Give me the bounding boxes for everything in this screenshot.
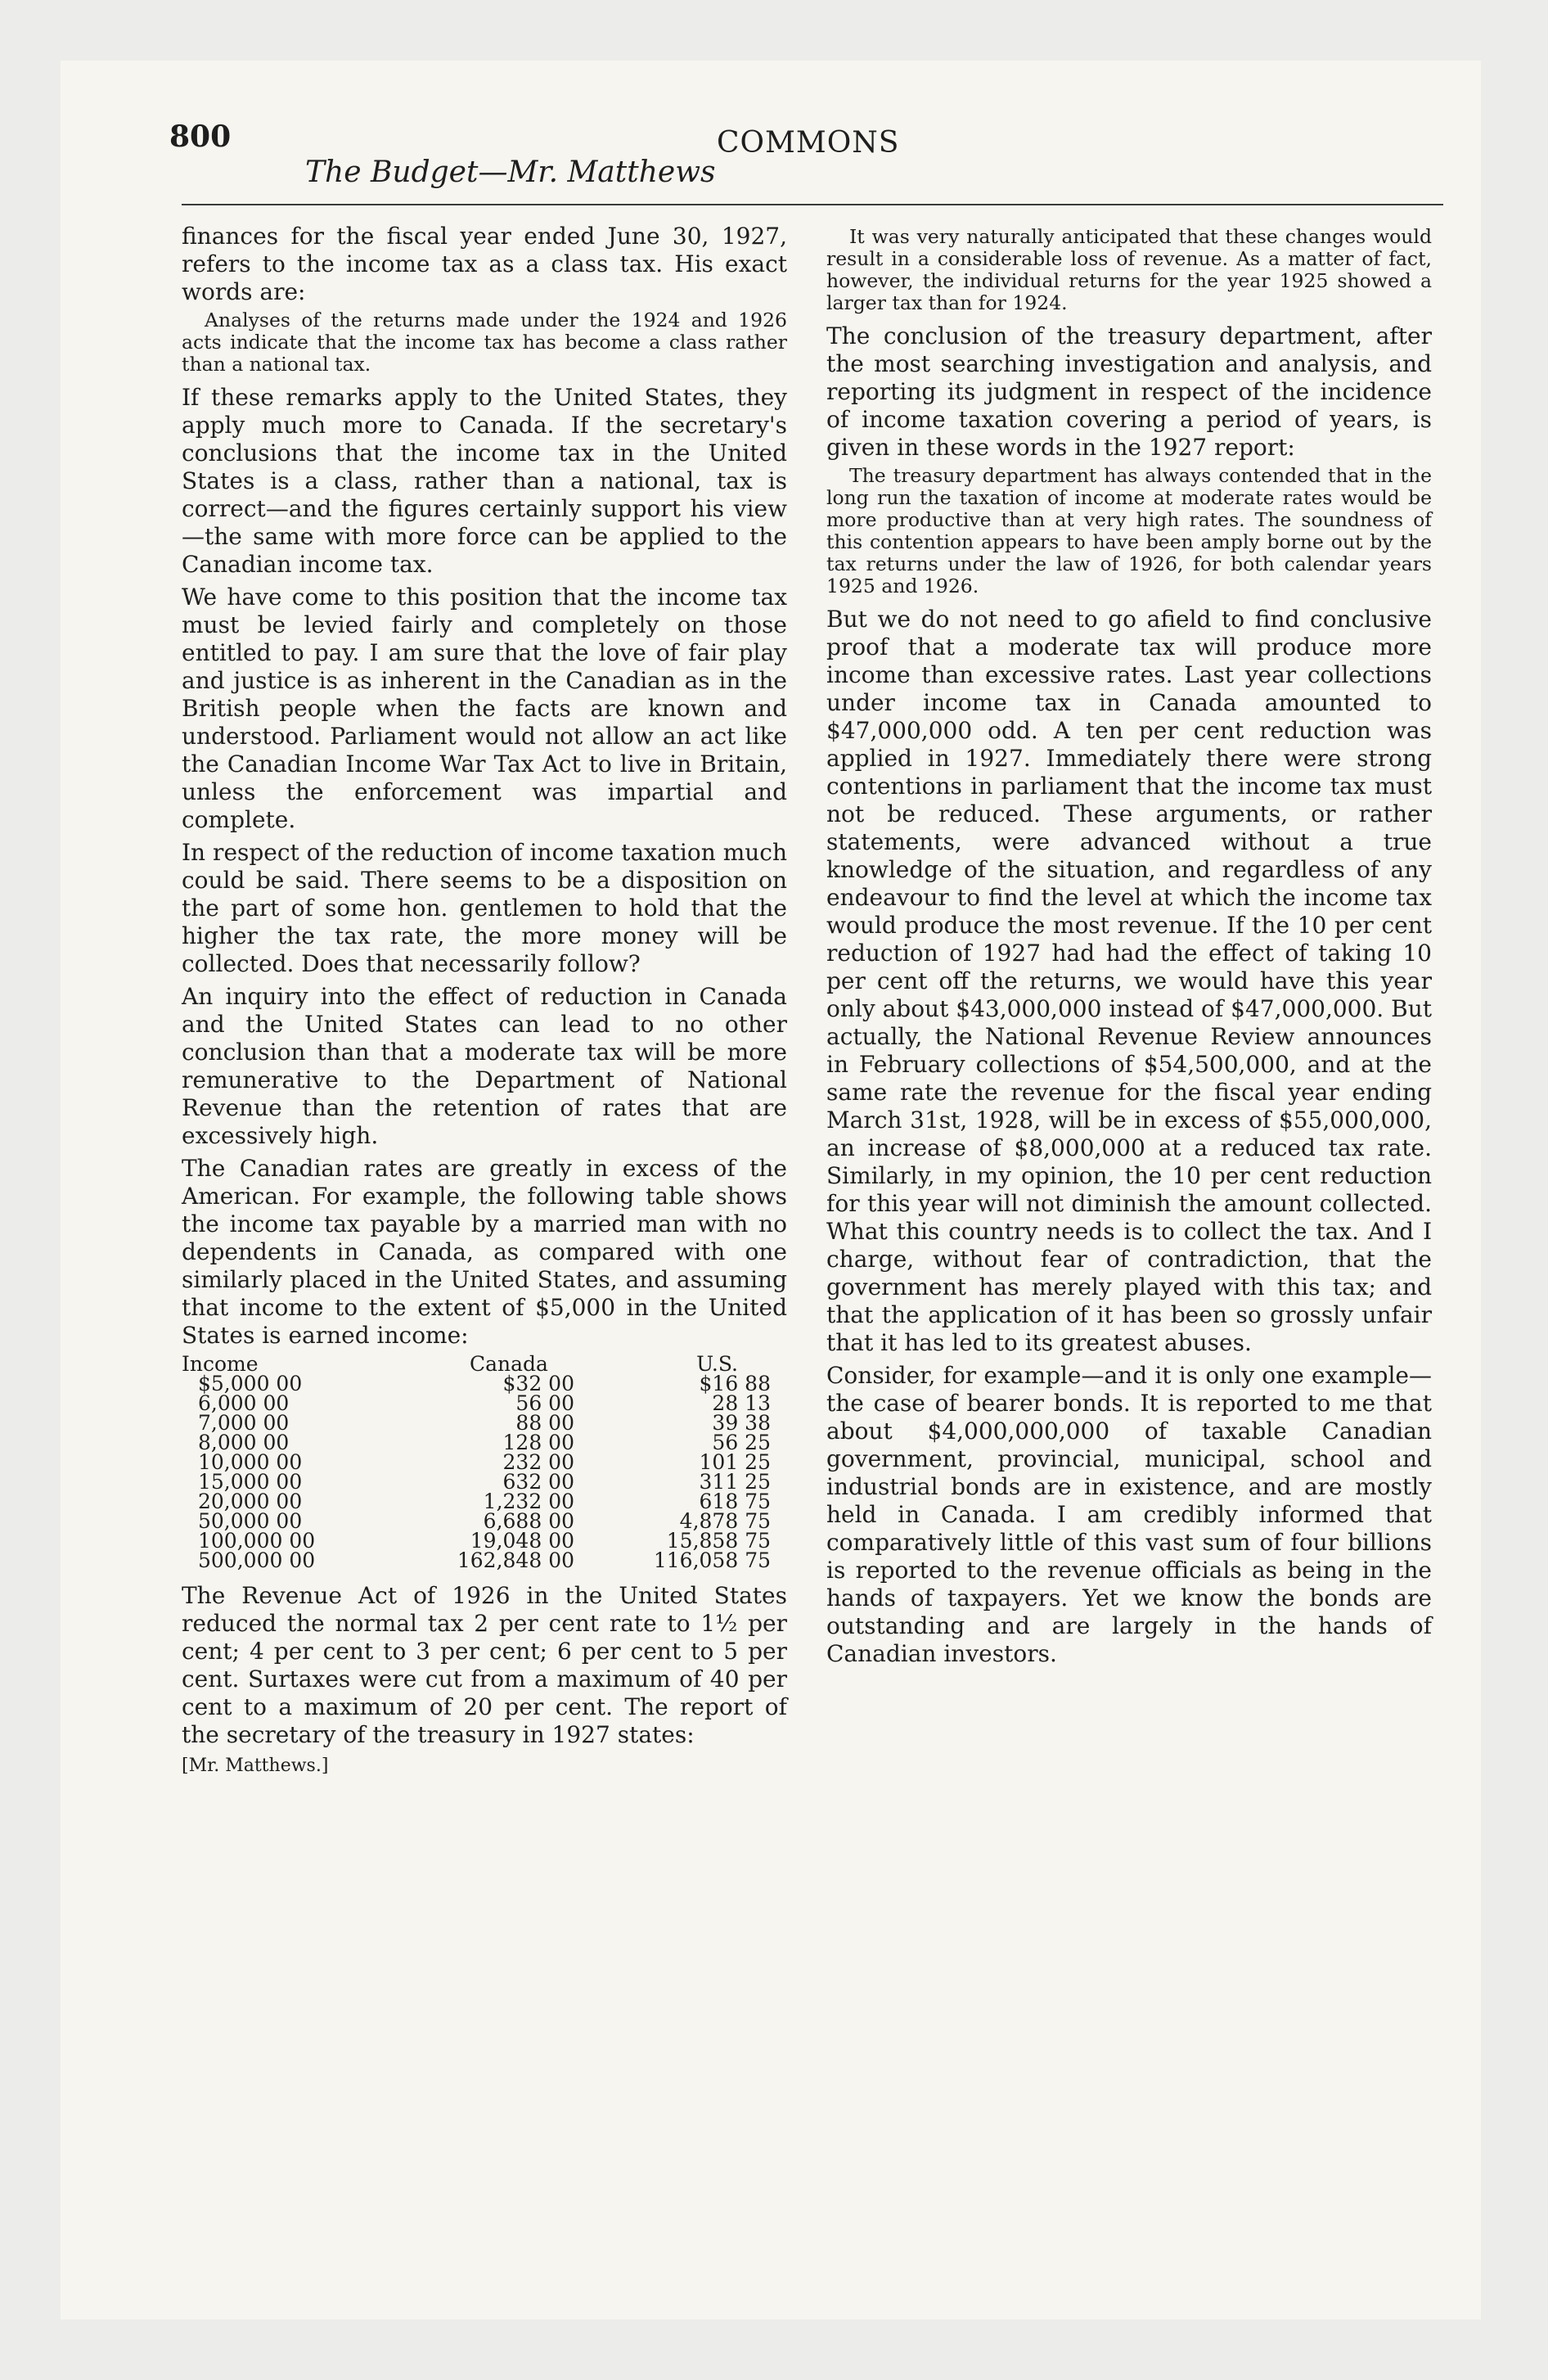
cell-income: 100,000 00 bbox=[198, 1529, 316, 1553]
paragraph: The conclusion of the treasury department, after the most searching investigation and analysis, and reporting its judgment in respect of the incidence of income taxation covering a period of years, is given in these words in the 1927 report: bbox=[826, 322, 1432, 461]
paragraph: finances for the fiscal year ended June 30, 1927, refers to the income tax as a class tax. His exact words are: bbox=[182, 223, 787, 305]
cell-canada: 232 00 bbox=[502, 1450, 574, 1474]
cell-income: 50,000 00 bbox=[198, 1509, 303, 1533]
column-header-us: U.S. bbox=[696, 1352, 738, 1376]
page-header bbox=[121, 113, 1430, 211]
cell-canada: 56 00 bbox=[515, 1391, 574, 1415]
page-number: 800 bbox=[169, 119, 232, 154]
block-quote: The treasury department has always contended that in the long run the taxation of income at moderate rates would be more productive than at very high rates. The soundness of this contention appears to have been amply borne out by the tax returns under the law of 1926, for both calendar years 1925 and 1926. bbox=[826, 464, 1432, 597]
paragraph: In respect of the reduction of income taxation much could be said. There seems to be a disposition on the part of some hon. gentlemen to hold that the higher the tax rate, the more money will be collected. Does that necessarily follow? bbox=[182, 839, 787, 977]
paragraph: The Revenue Act of 1926 in the United States reduced the normal tax 2 per cent rate to 1½ per cent; 4 per cent to 3 per cent; 6 per cent to 5 per cent. Surtaxes were cut from a maximum of 40 per cent to a maximum of 20 per cent. The report of the secretary of the treasury in 1927 states: bbox=[182, 1582, 787, 1748]
cell-us: 28 13 bbox=[712, 1391, 771, 1415]
cell-canada: 632 00 bbox=[502, 1470, 574, 1494]
cell-income: 6,000 00 bbox=[198, 1391, 290, 1415]
paragraph: Consider, for example—and it is only one example—the case of bearer bonds. It is reported to me that about $4,000,000,000 of taxable Canadian government, provincial, municipal, school and industrial bonds are in existence, and are mostly held in Canada. I am credibly informed that comparatively little of this vast sum of four billions is reported to the revenue officials as being in the hands of taxpayers. Yet we know the bonds are outstanding and are largely in the hands of Canadian investors. bbox=[826, 1362, 1432, 1667]
cell-canada: 19,048 00 bbox=[470, 1529, 574, 1553]
cell-income: 7,000 00 bbox=[198, 1411, 290, 1435]
cell-income: $5,000 00 bbox=[198, 1372, 303, 1395]
cell-us: 618 75 bbox=[699, 1490, 771, 1513]
speaker-footnote: [Mr. Matthews.] bbox=[182, 1756, 329, 1776]
cell-canada: 88 00 bbox=[515, 1411, 574, 1435]
block-quote: It was very naturally anticipated that these changes would result in a considerable loss of revenue. As a matter of fact, however, the individual returns for the year 1925 showed a larger tax than for 1924. bbox=[826, 225, 1432, 314]
block-quote: Analyses of the returns made under the 1924 and 1926 acts indicate that the income tax has become a class rather than a national tax. bbox=[182, 309, 787, 376]
section-title: COMMONS bbox=[717, 126, 900, 160]
cell-income: 15,000 00 bbox=[198, 1470, 303, 1494]
paragraph: An inquiry into the effect of reduction in Canada and the United States can lead to no other conclusion than that a moderate tax will be more remunerative to the Department of National Revenue than the retention of rates that are excessively high. bbox=[182, 983, 787, 1149]
cell-canada: 162,848 00 bbox=[457, 1548, 574, 1572]
cell-us: 56 25 bbox=[712, 1431, 771, 1454]
cell-us: 311 25 bbox=[699, 1470, 771, 1494]
cell-us: 4,878 75 bbox=[679, 1509, 771, 1533]
table-row bbox=[182, 1551, 771, 1571]
header-rule bbox=[182, 204, 1443, 205]
cell-us: 39 38 bbox=[712, 1411, 771, 1435]
cell-us: 101 25 bbox=[699, 1450, 771, 1474]
cell-canada: $32 00 bbox=[502, 1372, 574, 1395]
cell-income: 20,000 00 bbox=[198, 1490, 303, 1513]
cell-income: 500,000 00 bbox=[198, 1548, 316, 1572]
cell-canada: 1,232 00 bbox=[483, 1490, 574, 1513]
left-column bbox=[182, 223, 787, 1776]
cell-us: 15,858 75 bbox=[666, 1529, 771, 1553]
paragraph: We have come to this position that the income tax must be levied fairly and completely on those entitled to pay. I am sure that the love of fair play and justice is as inherent in the Canadian as in the British people when the facts are known and understood. Parliament would not allow an act like the Canadian Income War Tax Act to live in Britain, unless the enforcement was impartial and complete. bbox=[182, 584, 787, 833]
cell-us: 116,058 75 bbox=[653, 1548, 771, 1572]
paragraph: The Canadian rates are greatly in excess of the American. For example, the following table shows the income tax payable by a married man with no dependents in Canada, as compared with one similarly placed in the United States, and assuming that income to the extent of $5,000 in the United States is earned income: bbox=[182, 1155, 787, 1349]
cell-canada: 6,688 00 bbox=[483, 1509, 574, 1533]
paragraph: But we do not need to go afield to find conclusive proof that a moderate tax will produce more income than excessive rates. Last year collections under income tax in Canada amounted to $47,000,000 odd. A ten per cent reduction was applied in 1927. Immediately there were strong contentions in parliament that the income tax must not be reduced. These arguments, or rather statements, were advanced without a true knowledge of the situation, and regardless of any endeavour to find the level at which the income tax would produce the most revenue. If the 10 per cent reduction of 1927 had had the effect of taking 10 per cent off the returns, we would have this year only about $43,000,000 instead of $47,000,000. But actually, the National Revenue Review announces in February collections of $54,500,000, and at the same rate the revenue for the fiscal year ending March 31st, 1928, will be in excess of $55,000,000, an increase of $8,000,000 at a reduced tax rate. Similarly, in my opinion, the 10 per cent reduction for this year will not diminish the amount collected. What this country needs is to collect the tax. And I charge, without fear of contradiction, that the government has merely played with this tax; and that the application of it has been so grossly unfair that it has led to its greatest abuses. bbox=[826, 606, 1432, 1356]
cell-income: 8,000 00 bbox=[198, 1431, 290, 1454]
cell-income: 10,000 00 bbox=[198, 1450, 303, 1474]
income-tax-table bbox=[182, 1352, 771, 1572]
column-header-canada: Canada bbox=[470, 1352, 548, 1376]
cell-us: $16 88 bbox=[699, 1372, 771, 1395]
running-title: The Budget—Mr. Matthews bbox=[305, 156, 716, 189]
right-column bbox=[826, 223, 1432, 1668]
cell-canada: 128 00 bbox=[502, 1431, 574, 1454]
paragraph: If these remarks apply to the United States, they apply much more to Canada. If the secretary's conclusions that the income tax in the United States is a class, rather than a national, tax is correct—and the figures certainly support his view—the same with more force can be applied to the Canadian income tax. bbox=[182, 384, 787, 578]
column-header-income: Income bbox=[182, 1352, 259, 1376]
